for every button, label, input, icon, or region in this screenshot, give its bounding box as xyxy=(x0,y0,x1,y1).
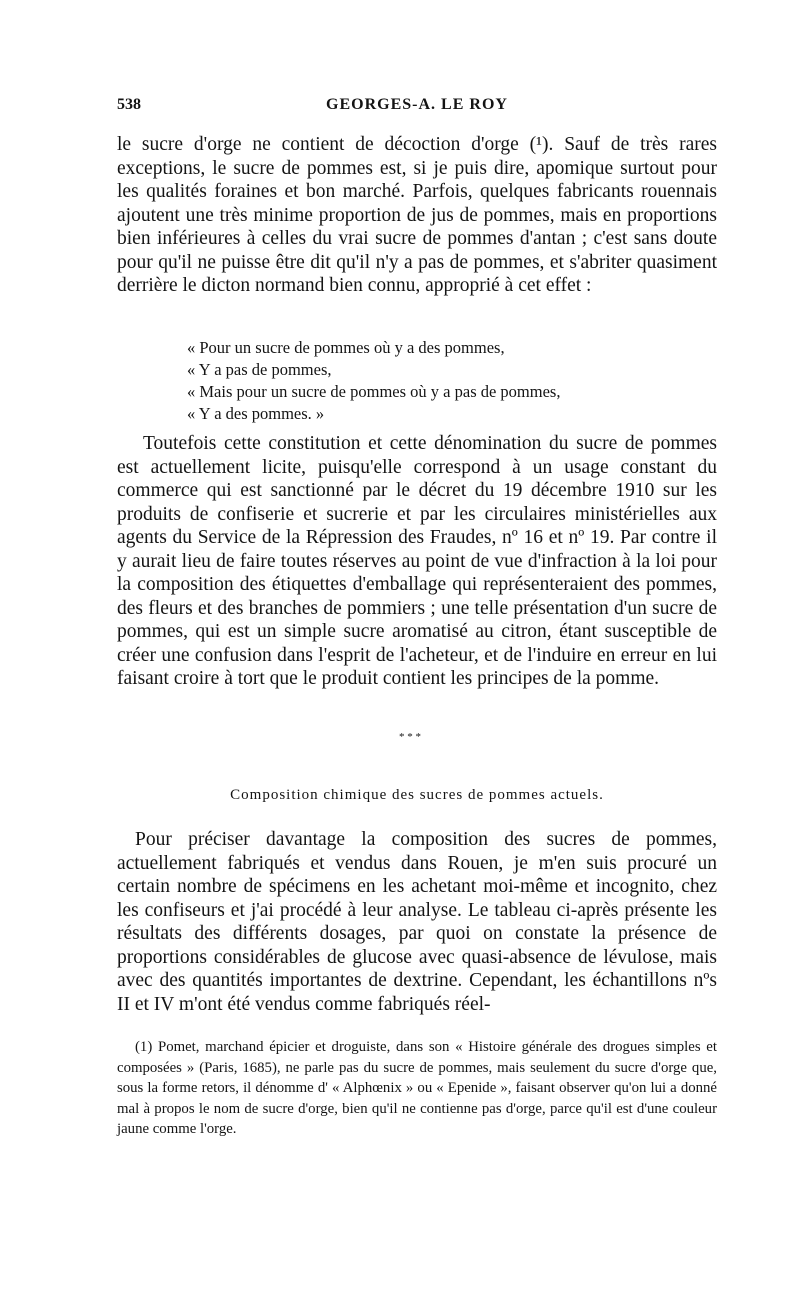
running-title: GEORGES-A. LE ROY xyxy=(326,96,508,113)
footnote-text: (1) Pomet, marchand épicier et droguiste, dans son « Histoire générale des drogues simples et composées » (Paris, 1685), ne parle pas du sucre de pommes, mais seulement du sucre d'orge que, sous la forme retors, il dénomme d' « Alphœnix » ou « Epenide », faisant observer qu'on lui a donné mal à propos le nom de sucre d'orge, bien qu'il ne contienne pas d'orge, parce qu'il est d'une couleur jaune comme l'orge. xyxy=(117,1039,717,1137)
footnote xyxy=(117,1037,717,1140)
page-number: 538 xyxy=(117,96,141,113)
proverb-quote xyxy=(187,337,667,425)
paragraph-1-text: le sucre d'orge ne contient de décoction d'orge (¹). Sauf de très rares exceptions, le sucre de pommes est, si je puis dire, apomique surtout pour les qualités foraines et bon marché. Parfois, quelques fabricants rouennais ajoutent une très minime proportion de jus de pommes, mais en proportions bien inférieures à celles du vrai sucre de pommes d'antan ; c'est sans doute pour qu'il ne puisse être dit qu'il n'y a pas de pommes, et s'abriter quasiment derrière le dicton normand bien connu, approprié à cet effet : xyxy=(117,134,717,296)
paragraph-2 xyxy=(117,432,717,691)
paragraph-2-text: Toutefois cette constitution et cette dénomination du sucre de pommes est actuellement licite, puisqu'elle correspond à un usage constant du commerce qui est sanctionné par le décret du 19 décembre 1910 sur les produits de confiserie et sucrerie et par les circulaires ministérielles aux agents du Service de la Répression des Fraudes, nº 16 et nº 19. Par contre il y aurait lieu de faire toutes réserves au point de vue d'infraction à la loi pour la composition des étiquettes d'emballage qui représenteraient des pommes, des fleurs et des branches de pommiers ; une telle présentation d'un sucre de pommes, qui est un simple sucre aromatisé au citron, étant susceptible de créer une confusion dans l'esprit de l'acheteur, et de l'induire en erreur en lui faisant croire à tort que le produit contient les principes de la pomme. xyxy=(117,433,717,689)
paragraph-3-text: Pour préciser davantage la composition des sucres de pommes, actuellement fabriqués et vendus dans Rouen, je m'en suis procuré un certain nombre de spécimens en les achetant moi-même et incognito, chez les confiseurs et j'ai procédé à leur analyse. Le tableau ci-après présente les résultats des différents dosages, par quoi on constate la présence de proportions considérables de glucose avec quasi-absence de lévulose, mais avec des quantités importantes de dextrine. Cependant, les échantillons nºs II et IV m'ont été vendus comme fabriqués réel- xyxy=(117,829,717,1015)
page-header xyxy=(117,92,717,120)
proverb-line-1: « Pour un sucre de pommes où y a des pommes, xyxy=(187,338,505,357)
section-break-asterism: * * * xyxy=(399,731,421,743)
paragraph-3 xyxy=(117,828,717,1016)
proverb-line-4: « Y a des pommes. » xyxy=(187,404,325,423)
proverb-line-3: « Mais pour un sucre de pommes où y a pas de pommes, xyxy=(187,382,561,401)
section-heading: Composition chimique des sucres de pommes actuels. xyxy=(230,787,604,803)
proverb-line-2: « Y a pas de pommes, xyxy=(187,360,332,379)
paragraph-1 xyxy=(117,133,717,298)
